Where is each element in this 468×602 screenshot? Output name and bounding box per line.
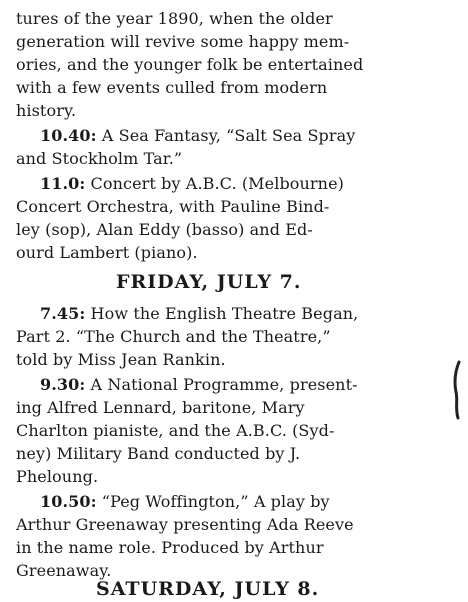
item-930-text: A National Programme, present- [85, 375, 358, 394]
item-930-line-5: Pheloung. [16, 467, 99, 486]
program-item-1100 [40, 173, 344, 195]
time-930: 9.30: [40, 375, 86, 394]
saturday-heading: SATURDAY, JULY 8. [96, 578, 320, 600]
item-745-line-3: told by Miss Jean Rankin. [16, 350, 226, 369]
intro-line-3: ories, and the younger folk be entertained [16, 55, 364, 74]
item-1100-line-2: Concert Orchestra, with Pauline Bind- [16, 197, 330, 216]
item-1050-text: “Peg Woffington,” A play by [96, 492, 330, 511]
program-item-1040 [40, 125, 355, 147]
item-745-text: How the English Theatre Began, [85, 304, 359, 323]
time-1040: 10.40: [40, 126, 97, 145]
item-1050-line-3: in the name role. Produced by Arthur [16, 538, 324, 557]
item-1100-line-3: ley (sop), Alan Eddy (basso) and Ed- [16, 220, 313, 239]
intro-line-2: generation will revive some happy mem- [16, 32, 350, 51]
friday-heading: FRIDAY, JULY 7. [116, 271, 302, 293]
time-745: 7.45: [40, 304, 86, 323]
intro-line-1: tures of the year 1890, when the older [16, 9, 333, 28]
intro-line-4: with a few events culled from modern [16, 78, 328, 97]
item-1050-line-2: Arthur Greenaway presenting Ada Reeve [16, 515, 354, 534]
program-item-930 [40, 374, 358, 396]
program-item-745 [40, 303, 358, 325]
print-smudge-mark [452, 360, 464, 420]
item-1040-text: A Sea Fantasy, “Salt Sea Spray [96, 126, 356, 145]
item-1040-line-2: and Stockholm Tar.” [16, 149, 183, 168]
item-930-line-3: Charlton pianiste, and the A.B.C. (Syd- [16, 421, 335, 440]
intro-line-5: history. [16, 101, 77, 120]
item-1100-line-4: ourd Lambert (piano). [16, 243, 198, 262]
time-1100: 11.0: [40, 174, 86, 193]
item-930-line-2: ing Alfred Lennard, baritone, Mary [16, 398, 305, 417]
item-745-line-2: Part 2. “The Church and the Theatre,” [16, 327, 331, 346]
time-1050: 10.50: [40, 492, 97, 511]
item-1100-text: Concert by A.B.C. (Melbourne) [85, 174, 344, 193]
program-item-1050 [40, 491, 330, 513]
item-1050-line-4: Greenaway. [16, 561, 112, 580]
item-930-line-4: ney) Military Band conducted by J. [16, 444, 301, 463]
